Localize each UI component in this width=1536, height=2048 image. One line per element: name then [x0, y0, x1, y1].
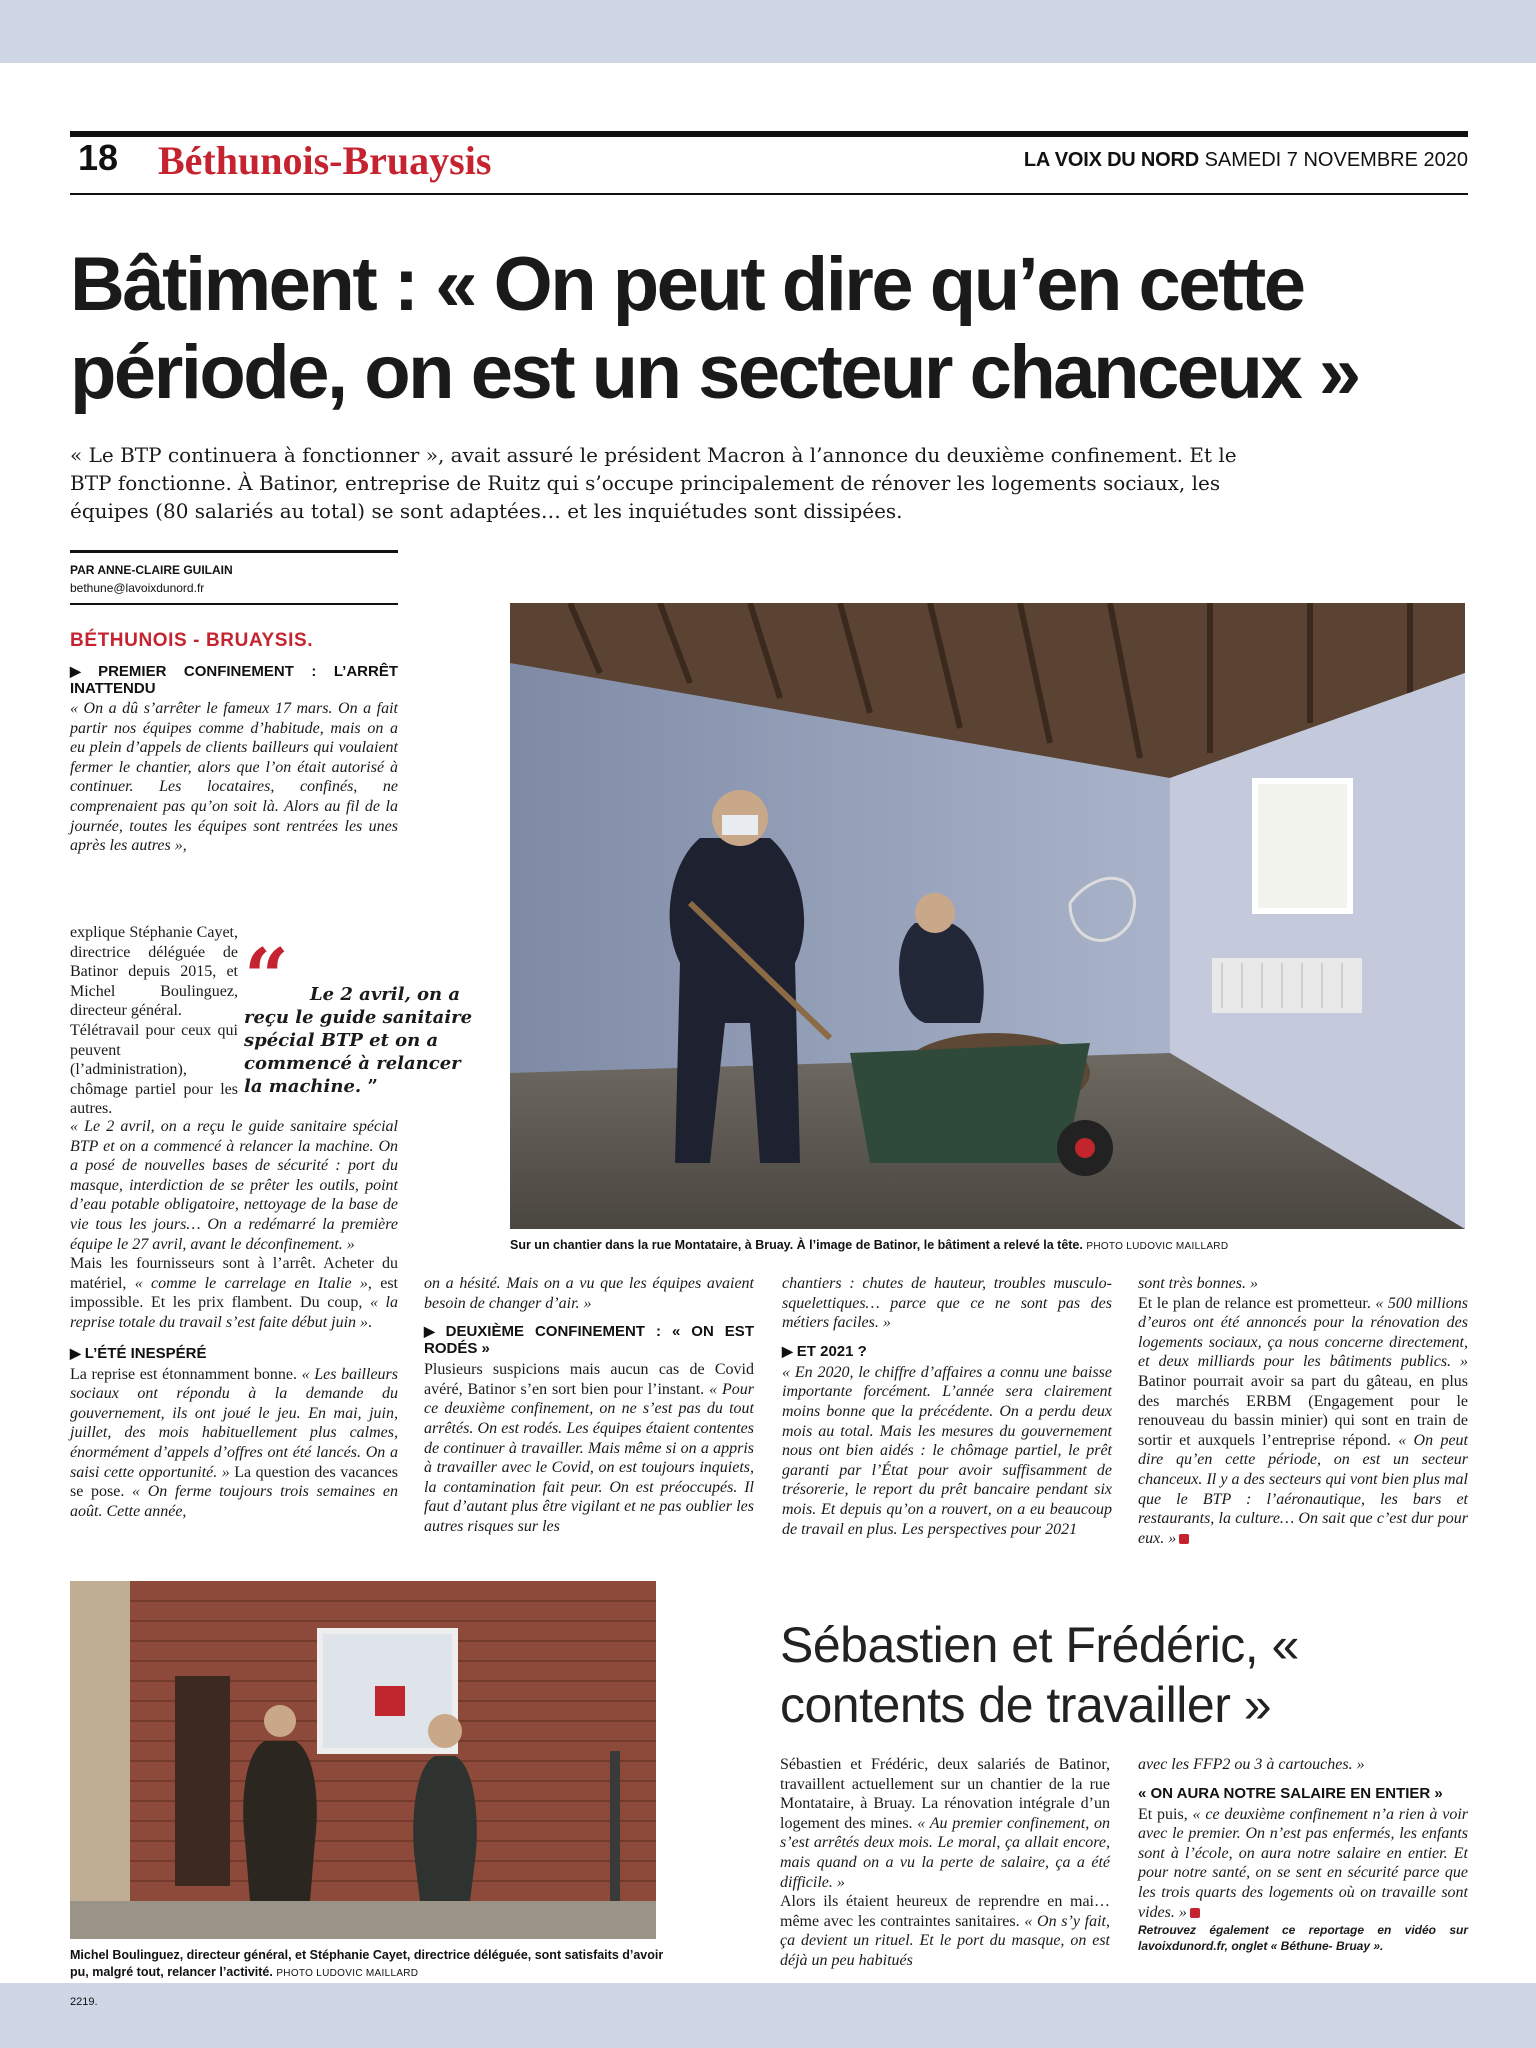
arrow-icon: ▶: [70, 663, 95, 679]
issue-date: SAMEDI 7 NOVEMBRE 2020: [1204, 149, 1468, 171]
paragraph: Et le plan de relance est prometteur. « 500 millions d’euros ont été annoncés pour la rénovation des logements sociaux, ça nous concerne directement, et deux milliards pour les bâtiments publics. » Batinor pourrait avoir sa part du gâteau, en plus des marchés ERBM (Engagement pour le renouveau du bassin minier) qui sont en train de sortir et auxquels l’entreprise répond. « On peut dire qu’en cette période, on est un secteur chanceux. Il y a des secteurs qui vont bien plus mal que le BTP : l’aéronautique, les bars et restaurants, la culture… On sait que c’est dur pour eux. »: [1138, 1294, 1468, 1547]
byline-rule-bottom: [70, 603, 398, 605]
sidebar-subhead: « ON AURA NOTRE SALAIRE EN ENTIER »: [1138, 1784, 1443, 1802]
sidebar-column-1: [780, 1755, 1110, 1971]
byline-email: bethune@lavoixdunord.fr: [70, 581, 205, 595]
paragraph: Alors ils étaient heureux de reprendre en mai… même avec les contraintes sanitaires. « On s’y fait, ça devient un rituel. Et le port du masque, on est déjà un peu habitués: [780, 1893, 1110, 1969]
paragraph: chantiers : chutes de hauteur, troubles musculo-squelettiques… parce que ce ne sont pas des métiers faciles. »: [782, 1275, 1112, 1332]
article-column-1-wrap: [70, 923, 238, 1119]
portrait-photo-image: [70, 1581, 656, 1939]
photo-caption: Sur un chantier dans la rue Montataire, à Bruay. À l’image de Batinor, le bâtiment a relevé la tête. PHOTO LUDOVIC MAILLARD: [510, 1238, 1229, 1252]
sidebar-headline: Sébastien et Frédéric, « contents de travailler »: [780, 1617, 1299, 1733]
construction-photo-image: [510, 603, 1465, 1229]
paragraph: Sébastien et Frédéric, deux salariés de Batinor, travaillent actuellement sur un chantier de la rue Montataire, à Bruay. La rénovation intégrale d’un logement des mines. « Au premier confinement, on s’est arrêtés deux mois. Le moral, ça allait encore, mais quand on a vu la perte de salaire, ça a été difficile. »: [780, 1756, 1110, 1891]
construction-photo: [510, 603, 1465, 1229]
article-column-1-lower: [70, 1117, 398, 1521]
paragraph: Télétravail pour ceux qui peuvent (l’administration), chômage partiel pour les autres.: [70, 1021, 238, 1118]
paragraph: La reprise est étonnamment bonne. « Les bailleurs sociaux ont répondu à la demande du gouvernement, ils ont joué le jeu. En mai, juin, juillet, des mois habituellement plus calmes, énormément d’appels d’offres ont été lancés. On a saisi cette opportunité. » La question des vacances se pose. « On ferme toujours trois semaines en août. Cette année,: [70, 1365, 399, 1520]
arrow-icon: ▶: [782, 1342, 793, 1359]
paragraph: avec les FFP2 ou 3 à cartouches. »: [1138, 1756, 1365, 1773]
subhead-premier-confinement: ▶ PREMIER CONFINEMENT : L’ARRÊT INATTENDU: [70, 663, 398, 697]
standfirst: « Le BTP continuera à fonctionner », avait assuré le président Macron à l’annonce du deuxième confinement. Et le BTP fonctionne. À Batinor, entreprise de Ruitz qui s’occupe principalement de rénover les logements sociaux, les équipes (80 salariés au total) se sont adaptées… et les inquiétudes sont dissipées.: [70, 443, 1237, 523]
subhead-deuxieme-confinement: ▶ DEUXIÈME CONFINEMENT : « ON EST RODÉS »: [424, 1323, 754, 1358]
end-mark: [1179, 1534, 1189, 1544]
paragraph: « Le 2 avril, on a reçu le guide sanitaire spécial BTP et on a commencé à relancer la machine. On a posé de nouvelles bases de sécurité : port du masque, interdiction de se prêter les outils, point d’eau potable obligatoire, nettoyage de la base de vie tous les jours… On a redémarré la première équipe le 27 avril, avant le déconfinement. »: [70, 1118, 398, 1253]
header-rule: [70, 193, 1468, 195]
byline-rule-top: [70, 550, 398, 553]
arrow-icon: ▶: [70, 1344, 81, 1361]
paragraph: Et puis, « ce deuxième confinement n’a rien à voir avec le premier. On n’est pas enfermés, les enfants sont à l’école, on aura notre salaire en entier. Et pour notre santé, on se sent en sécurité parce que les trois quarts des logements où on travaille sont vides. »: [1138, 1805, 1468, 1921]
paragraph: explique Stéphanie Cayet, directrice déléguée de Batinor depuis 2015, et Michel Boulinguez, directeur général.: [70, 924, 238, 1020]
article-column-3: [782, 1274, 1112, 1539]
byline: PAR ANNE-CLAIRE GUILAIN: [70, 563, 233, 577]
paragraph: Plusieurs suspicions mais aucun cas de Covid avéré, Batinor s’en sort bien pour l’instant. « Pour ce deuxième confinement, on ne s’est pas du tout arrêtés. On est rodés. Les équipes étaient contentes de continuer à travailler. Mais même si on a appris à travailler avec le Covid, on est toujours inquiets, la contamination fait peur. On est préoccupés. Il faut d’autant plus être vigilant et ne pas oublier les autres risques sur les: [424, 1361, 755, 1535]
footer-code: 2219.: [70, 1996, 98, 2008]
photo-credit: PHOTO LUDOVIC MAILLARD: [276, 1968, 419, 1979]
pullquote: Le 2 avril, on a reçu le guide sanitaire spécial BTP et on a commencé à relancer la machine. ”: [244, 984, 473, 1097]
arrow-icon: ▶: [424, 1323, 442, 1340]
photo-caption: Michel Boulinguez, directeur général, et Stéphanie Cayet, directrice déléguée, sont satisfaits d’avoir pu, malgré tout, relancer l’activité. PHOTO LUDOVIC MAILLARD: [70, 1948, 664, 1979]
paragraph: on a hésité. Mais on a vu que les équipes avaient besoin de changer d’air. »: [424, 1275, 754, 1312]
paragraph: « En 2020, le chiffre d’affaires a connu une baisse importante forcément. L’année sera clairement moins bonne que la précédente. On a perdu deux mois au total. Mais les mesures du gouvernement nous ont bien aidés : le chômage partiel, le prêt garanti par l’État pour avoir suffisamment de trésorerie, le report du prêt bancaire pendant six mois. Et depuis qu’on a rouvert, on a eu beaucoup de travail en plus. Les perspectives pour 2021: [782, 1363, 1112, 1538]
headline: Bâtiment : « On peut dire qu’en cette période, on est un secteur chanceux »: [70, 242, 1359, 415]
portrait-photo: [70, 1581, 656, 1939]
paragraph: « On a dû s’arrêter le fameux 17 mars. On a fait partir nos équipes comme d’habitude, mais on a eu plein d’appels de clients bailleurs qui voulaient fermer le chantier, alors que l’on était autorisé à continuer. Les locataires, confinés, ne comprenaient pas qu’on soit là. Alors au fil de la journée, toutes les équipes sont rentrées les unes après les autres »,: [70, 700, 398, 855]
article-column-1: [70, 663, 398, 856]
paragraph: sont très bonnes. »: [1138, 1275, 1258, 1292]
sidebar-column-2: [1138, 1755, 1468, 1954]
subhead-ete: ▶ L’ÉTÉ INESPÉRÉ: [70, 1344, 207, 1362]
paper-name: LA VOIX DU NORD: [1023, 149, 1199, 171]
page-number: 18: [78, 137, 119, 178]
article-column-4: [1138, 1274, 1468, 1548]
video-note: Retrouvez également ce reportage en vidéo sur lavoixdunord.fr, onglet « Béthune- Bruay ».: [1138, 1923, 1468, 1954]
dateline: BÉTHUNOIS - BRUAYSIS.: [70, 630, 314, 651]
masthead: [1024, 149, 1468, 172]
newspaper-page: [0, 63, 1536, 2008]
section-title: Béthunois-Bruaysis: [158, 138, 492, 183]
photo-credit: PHOTO LUDOVIC MAILLARD: [1086, 1241, 1229, 1252]
paragraph: Mais les fournisseurs sont à l’arrêt. Acheter du matériel, « comme le carrelage en Italie », est impossible. Et les prix flambent. Du coup, « la reprise totale du travail s’est faite début juin ».: [70, 1255, 399, 1331]
subhead-2021: ▶ ET 2021 ?: [782, 1342, 867, 1360]
article-column-2: [424, 1274, 754, 1537]
end-mark: [1190, 1908, 1200, 1918]
pullquote-mark: “: [244, 932, 289, 1023]
